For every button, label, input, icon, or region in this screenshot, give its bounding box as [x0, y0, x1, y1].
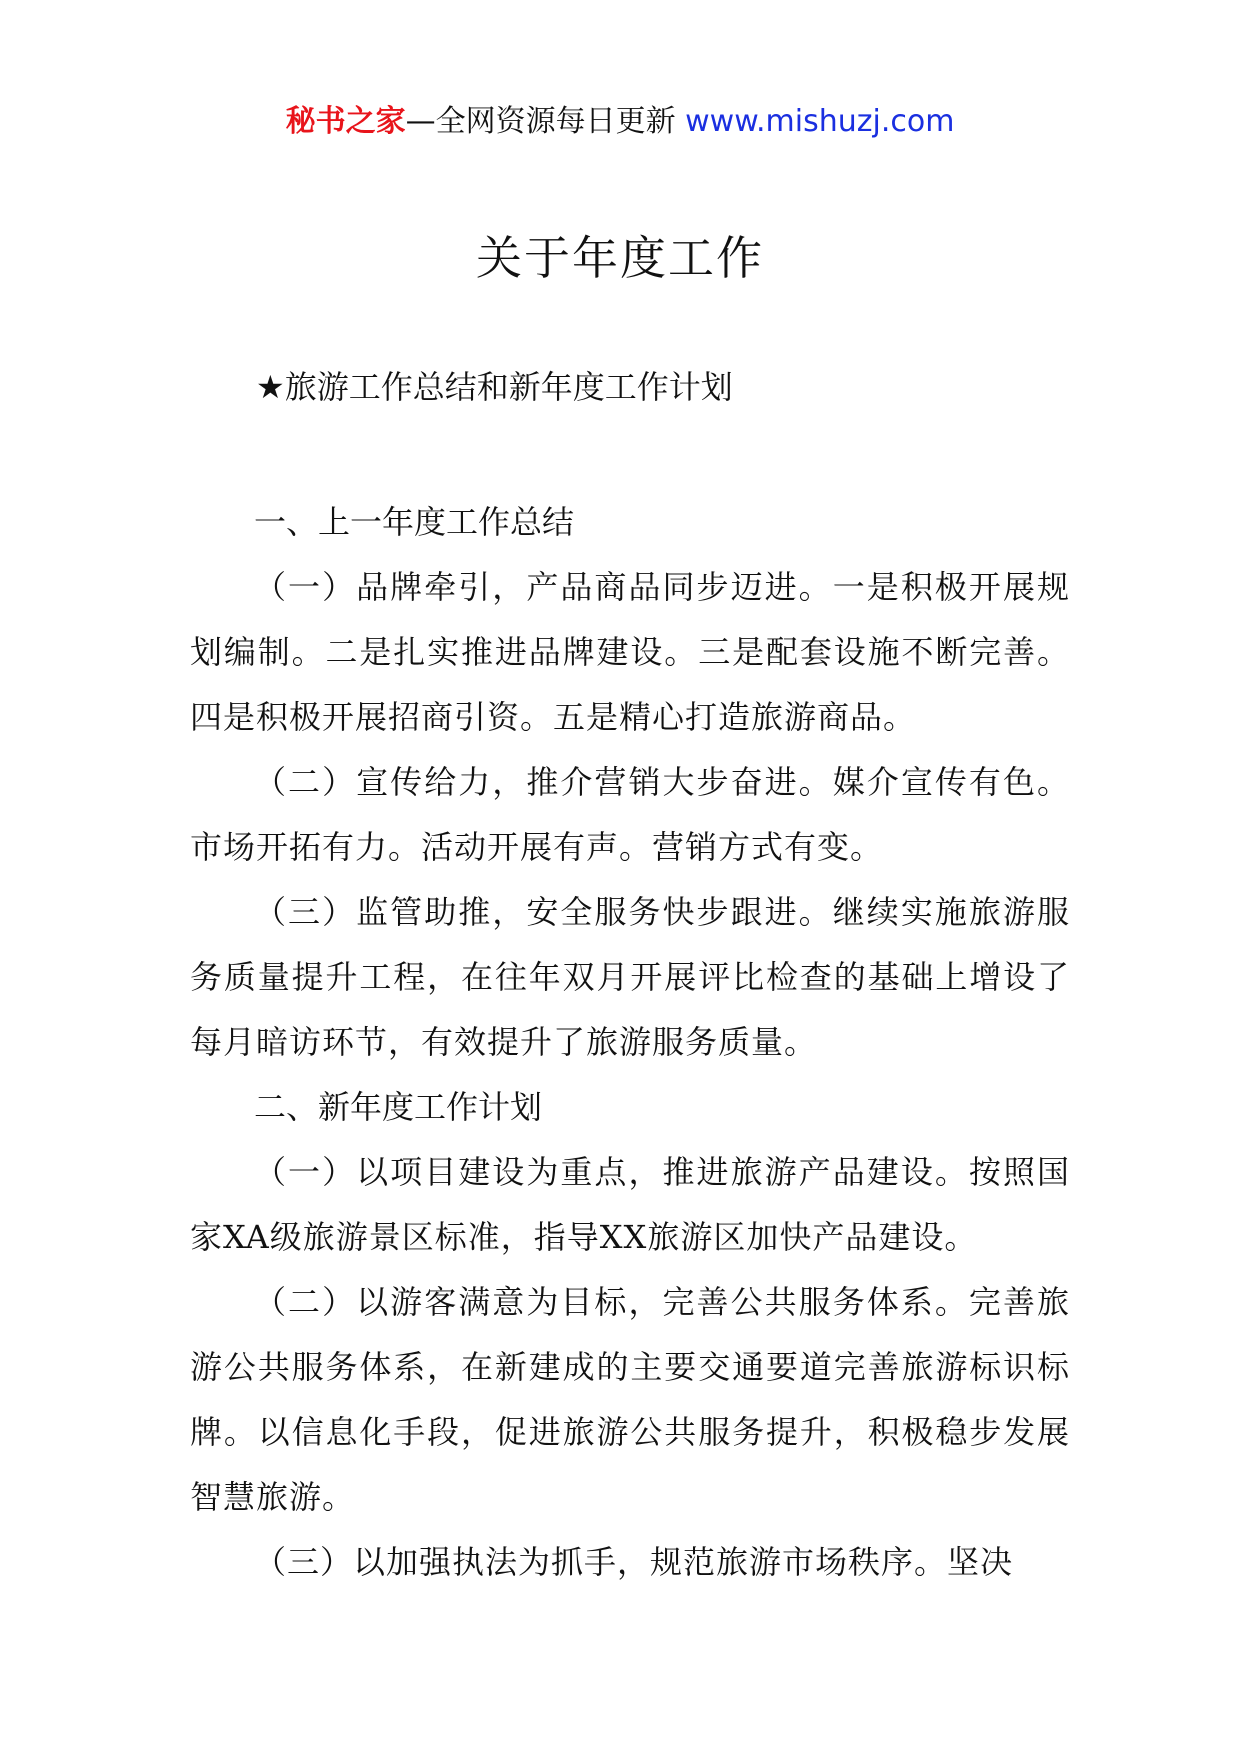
paragraph: （一）以项目建设为重点，推进旅游产品建设。按照国家XA级旅游景区标准，指导XX旅游区加快产品建设。 [190, 1153, 1070, 1256]
paragraph: （二）以游客满意为目标，完善公共服务体系。完善旅游公共服务体系，在新建成的主要交通要道完善旅游标识标牌。以信息化手段，促进旅游公共服务提升，积极稳步发展智慧旅游。 [190, 1283, 1070, 1516]
paragraph: （三）以加强执法为抓手，规范旅游市场秩序。坚决 [254, 1543, 1014, 1581]
site-slogan: —全网资源每日更新 [405, 104, 686, 139]
site-header [0, 100, 1240, 144]
document-body [190, 490, 1070, 1595]
site-url-link[interactable]: www.mishuzj.com [685, 104, 955, 139]
brand-name: 秘书之家 [285, 104, 406, 139]
paragraph: （一）品牌牵引，产品商品同步迈进。一是积极开展规划编制。二是扎实推进品牌建设。三是配套设施不断完善。四是积极开展招商引资。五是精心打造旅游商品。 [190, 568, 1070, 736]
document-subtitle: ★旅游工作总结和新年度工作计划 [256, 368, 733, 406]
section-heading: 一、上一年度工作总结 [254, 503, 575, 541]
document-title: 关于年度工作 [476, 231, 764, 285]
section-heading: 二、新年度工作计划 [254, 1088, 543, 1126]
paragraph: （二）宣传给力，推介营销大步奋进。媒介宣传有色。市场开拓有力。活动开展有声。营销方式有变。 [190, 763, 1070, 866]
paragraph: （三）监管助推，安全服务快步跟进。继续实施旅游服务质量提升工程，在往年双月开展评比检查的基础上增设了每月暗访环节，有效提升了旅游服务质量。 [190, 893, 1070, 1061]
